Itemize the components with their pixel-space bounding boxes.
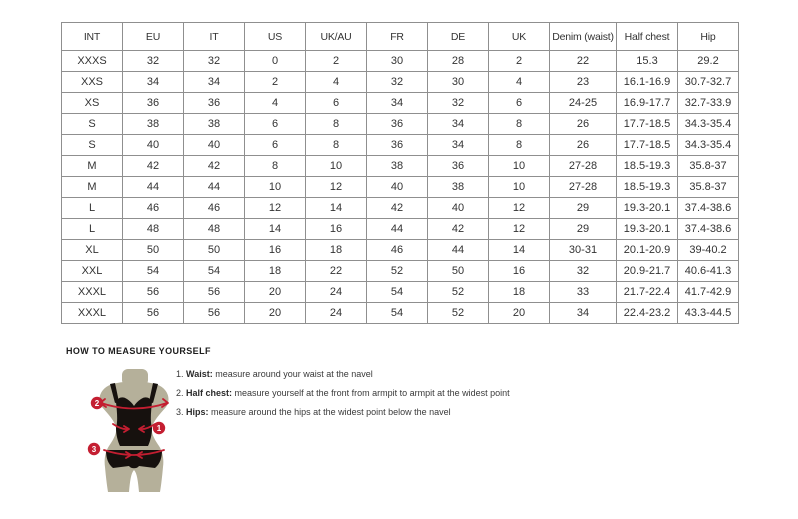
table-row <box>62 72 739 93</box>
table-cell: 12 <box>489 219 550 240</box>
table-cell: 56 <box>184 303 245 324</box>
table-cell: 14 <box>489 240 550 261</box>
table-cell: XXXS <box>62 51 123 72</box>
table-cell: 52 <box>428 282 489 303</box>
table-row <box>62 156 739 177</box>
table-cell: 16.1-16.9 <box>617 72 678 93</box>
table-cell: 40 <box>123 135 184 156</box>
table-cell: 34 <box>367 93 428 114</box>
table-cell: 14 <box>245 219 306 240</box>
table-cell: 44 <box>123 177 184 198</box>
table-cell: 44 <box>184 177 245 198</box>
table-cell: 35.8-37 <box>678 177 739 198</box>
table-cell: 38 <box>123 114 184 135</box>
table-cell: 32 <box>123 51 184 72</box>
table-cell: 30 <box>428 72 489 93</box>
column-header-uk-au: UK/AU <box>306 23 367 51</box>
table-cell: XXL <box>62 261 123 282</box>
table-cell: 22 <box>550 51 617 72</box>
table-row <box>62 261 739 282</box>
table-cell: 38 <box>367 156 428 177</box>
table-cell: 16 <box>489 261 550 282</box>
table-cell: 8 <box>306 114 367 135</box>
measurement-figure <box>72 369 192 495</box>
column-header-int: INT <box>62 23 123 51</box>
table-row <box>62 51 739 72</box>
table-cell: 0 <box>245 51 306 72</box>
table-cell: 33 <box>550 282 617 303</box>
table-cell: 56 <box>123 303 184 324</box>
table-cell: 10 <box>489 156 550 177</box>
table-cell: 15.3 <box>617 51 678 72</box>
table-cell: 12 <box>489 198 550 219</box>
table-cell: S <box>62 114 123 135</box>
table-row <box>62 303 739 324</box>
column-header-uk: UK <box>489 23 550 51</box>
table-cell: 4 <box>489 72 550 93</box>
step-number: 2. <box>176 388 184 398</box>
step-label: Hips: <box>186 407 209 417</box>
table-cell: 54 <box>367 303 428 324</box>
step-label: Waist: <box>186 369 213 379</box>
table-cell: 54 <box>123 261 184 282</box>
table-cell: 8 <box>489 114 550 135</box>
table-cell: 42 <box>428 219 489 240</box>
table-cell: 50 <box>184 240 245 261</box>
table-cell: 10 <box>245 177 306 198</box>
measure-section-title: HOW TO MEASURE YOURSELF <box>66 346 211 356</box>
table-cell: S <box>62 135 123 156</box>
table-cell: 20 <box>245 303 306 324</box>
table-cell: 6 <box>489 93 550 114</box>
table-cell: 54 <box>184 261 245 282</box>
measure-step-half-chest <box>176 387 510 399</box>
table-cell: 18.5-19.3 <box>617 156 678 177</box>
table-cell: XS <box>62 93 123 114</box>
table-cell: 37.4-38.6 <box>678 219 739 240</box>
table-cell: 22 <box>306 261 367 282</box>
table-cell: M <box>62 177 123 198</box>
table-cell: 40.6-41.3 <box>678 261 739 282</box>
table-cell: 4 <box>245 93 306 114</box>
table-cell: 16 <box>306 219 367 240</box>
table-cell: 36 <box>428 156 489 177</box>
table-cell: L <box>62 219 123 240</box>
column-header-fr: FR <box>367 23 428 51</box>
table-cell: 10 <box>306 156 367 177</box>
table-cell: 18 <box>306 240 367 261</box>
table-cell: 30 <box>367 51 428 72</box>
table-cell: 29 <box>550 198 617 219</box>
table-cell: 56 <box>184 282 245 303</box>
column-header-it: IT <box>184 23 245 51</box>
table-cell: 48 <box>184 219 245 240</box>
table-cell: 2 <box>489 51 550 72</box>
badge-chest <box>91 397 103 409</box>
table-cell: 4 <box>306 72 367 93</box>
mannequin-illustration <box>72 369 192 495</box>
table-cell: 40 <box>184 135 245 156</box>
table-cell: 52 <box>428 303 489 324</box>
table-cell: 38 <box>184 114 245 135</box>
table-cell: 41.7-42.9 <box>678 282 739 303</box>
table-cell: 12 <box>306 177 367 198</box>
table-cell: 12 <box>245 198 306 219</box>
table-cell: 10 <box>489 177 550 198</box>
svg-text:2: 2 <box>94 399 100 408</box>
table-row <box>62 93 739 114</box>
table-cell: 28 <box>428 51 489 72</box>
header-row <box>62 23 739 51</box>
table-cell: 20 <box>489 303 550 324</box>
table-cell: 44 <box>428 240 489 261</box>
table-cell: 44 <box>367 219 428 240</box>
table-cell: 19.3-20.1 <box>617 219 678 240</box>
table-cell: 17.7-18.5 <box>617 135 678 156</box>
table-cell: 23 <box>550 72 617 93</box>
table-cell: 22.4-23.2 <box>617 303 678 324</box>
table-cell: 38 <box>428 177 489 198</box>
table-cell: 34 <box>428 135 489 156</box>
table-cell: 34 <box>184 72 245 93</box>
table-row <box>62 219 739 240</box>
svg-text:1: 1 <box>156 424 162 433</box>
table-cell: 24 <box>306 282 367 303</box>
step-text: measure yourself at the front from armpit to armpit at the widest point <box>232 388 510 398</box>
table-cell: 32.7-33.9 <box>678 93 739 114</box>
table-cell: 18 <box>245 261 306 282</box>
table-cell: 35.8-37 <box>678 156 739 177</box>
table-cell: 32 <box>550 261 617 282</box>
step-label: Half chest: <box>186 388 233 398</box>
step-number: 3. <box>176 407 184 417</box>
table-cell: 6 <box>245 135 306 156</box>
column-header-denim: Denim (waist) <box>550 23 617 51</box>
table-cell: L <box>62 198 123 219</box>
step-text: measure around the hips at the widest point below the navel <box>208 407 451 417</box>
table-cell: 20.1-20.9 <box>617 240 678 261</box>
table-cell: 34.3-35.4 <box>678 114 739 135</box>
column-header-de: DE <box>428 23 489 51</box>
table-cell: 2 <box>245 72 306 93</box>
table-cell: 46 <box>367 240 428 261</box>
table-cell: 42 <box>123 156 184 177</box>
table-cell: 43.3-44.5 <box>678 303 739 324</box>
table-row <box>62 177 739 198</box>
table-cell: 36 <box>367 135 428 156</box>
table-cell: XL <box>62 240 123 261</box>
table-cell: 26 <box>550 114 617 135</box>
table-cell: 32 <box>184 51 245 72</box>
column-header-us: US <box>245 23 306 51</box>
table-row <box>62 135 739 156</box>
table-cell: 46 <box>184 198 245 219</box>
table-cell: 24 <box>306 303 367 324</box>
table-cell: 19.3-20.1 <box>617 198 678 219</box>
table-cell: 18.5-19.3 <box>617 177 678 198</box>
table-cell: 21.7-22.4 <box>617 282 678 303</box>
table-cell: 48 <box>123 219 184 240</box>
table-cell: 17.7-18.5 <box>617 114 678 135</box>
table-row <box>62 198 739 219</box>
table-cell: 36 <box>367 114 428 135</box>
column-header-eu: EU <box>123 23 184 51</box>
table-cell: 20.9-21.7 <box>617 261 678 282</box>
table-cell: 30.7-32.7 <box>678 72 739 93</box>
table-cell: 32 <box>367 72 428 93</box>
table-cell: M <box>62 156 123 177</box>
column-header-hip: Hip <box>678 23 739 51</box>
table-cell: 18 <box>489 282 550 303</box>
table-cell: 8 <box>489 135 550 156</box>
table-cell: 34 <box>550 303 617 324</box>
step-text: measure around your waist at the navel <box>212 369 373 379</box>
measure-step-hips <box>176 406 510 418</box>
table-row <box>62 282 739 303</box>
table-cell: 20 <box>245 282 306 303</box>
table-cell: 32 <box>428 93 489 114</box>
svg-text:3: 3 <box>91 445 97 454</box>
table-cell: 29 <box>550 219 617 240</box>
table-cell: 40 <box>428 198 489 219</box>
size-chart-table <box>61 22 739 324</box>
table-cell: 2 <box>306 51 367 72</box>
column-header-half-chest: Half chest <box>617 23 678 51</box>
table-cell: 8 <box>306 135 367 156</box>
table-row <box>62 114 739 135</box>
measure-step-waist <box>176 368 510 380</box>
table-cell: 16 <box>245 240 306 261</box>
table-cell: 6 <box>245 114 306 135</box>
table-cell: 24-25 <box>550 93 617 114</box>
table-cell: XXS <box>62 72 123 93</box>
table-cell: 52 <box>367 261 428 282</box>
table-cell: 56 <box>123 282 184 303</box>
table-cell: 42 <box>367 198 428 219</box>
table-row <box>62 240 739 261</box>
measure-instructions <box>176 368 510 425</box>
table-cell: 34 <box>428 114 489 135</box>
table-cell: 16.9-17.7 <box>617 93 678 114</box>
table-cell: 54 <box>367 282 428 303</box>
table-cell: 34.3-35.4 <box>678 135 739 156</box>
table-cell: 50 <box>123 240 184 261</box>
table-cell: XXXL <box>62 303 123 324</box>
table-cell: 27-28 <box>550 177 617 198</box>
table-cell: 8 <box>245 156 306 177</box>
table-cell: 27-28 <box>550 156 617 177</box>
table-cell: 14 <box>306 198 367 219</box>
step-number: 1. <box>176 369 184 379</box>
badge-hips <box>88 443 100 455</box>
table-cell: 37.4-38.6 <box>678 198 739 219</box>
table-cell: 36 <box>123 93 184 114</box>
table-cell: XXXL <box>62 282 123 303</box>
table-cell: 36 <box>184 93 245 114</box>
table-cell: 30-31 <box>550 240 617 261</box>
table-cell: 26 <box>550 135 617 156</box>
table-cell: 34 <box>123 72 184 93</box>
table-cell: 50 <box>428 261 489 282</box>
table-cell: 39-40.2 <box>678 240 739 261</box>
table-cell: 40 <box>367 177 428 198</box>
table-cell: 29.2 <box>678 51 739 72</box>
table-cell: 42 <box>184 156 245 177</box>
table-cell: 6 <box>306 93 367 114</box>
table-cell: 46 <box>123 198 184 219</box>
badge-waist <box>153 422 165 434</box>
